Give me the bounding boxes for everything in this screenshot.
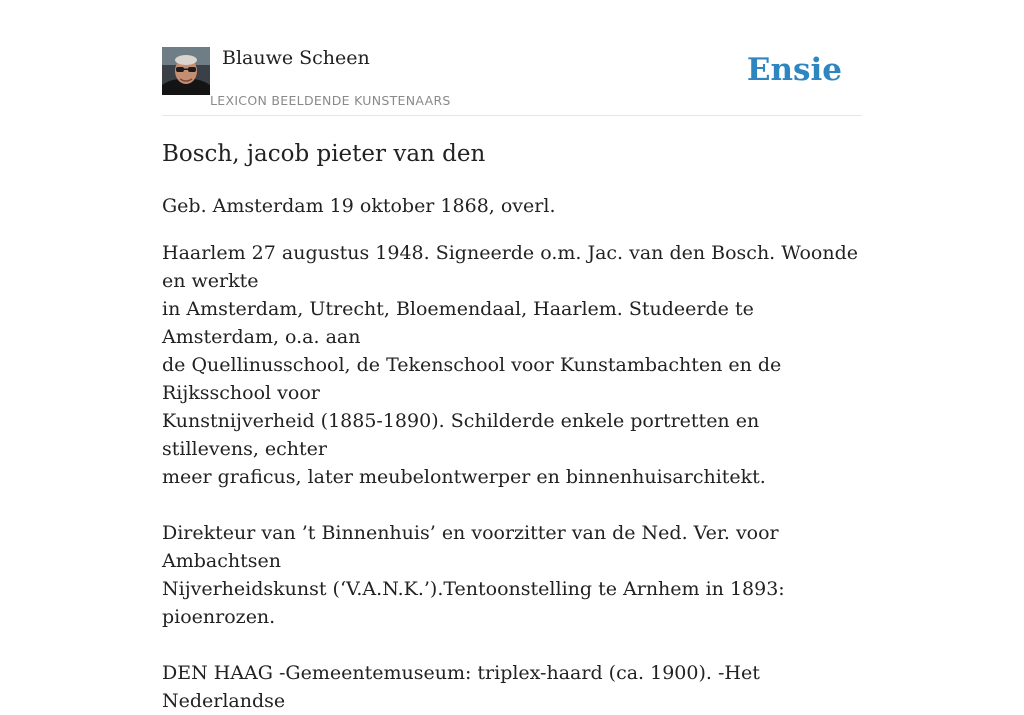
header-divider: [162, 115, 862, 116]
article-title: Bosch, jacob pieter van den: [162, 141, 486, 167]
article-paragraph: Direkteur van ’t Binnenhuis’ en voorzitter van de Ned. Ver. voor Ambachtsen Nijverheidskunst (‘V.A.N.K.’).Tentoonstelling te Arnhem in 1893: pioenrozen.: [162, 522, 785, 628]
ensie-logo[interactable]: Ensie: [746, 52, 842, 88]
article-body: [162, 192, 862, 715]
author-avatar[interactable]: [162, 47, 210, 95]
article-paragraph: DEN HAAG -Gemeentemuseum: triplex-haard (ca. 1900). -Het Nederlandse: [162, 662, 760, 712]
publication-label[interactable]: LEXICON BEELDENDE KUNSTENAARS: [210, 93, 451, 108]
avatar-photo-icon: [162, 47, 210, 95]
article-paragraph: Haarlem 27 augustus 1948. Signeerde o.m. Jac. van den Bosch. Woonde en werkte in Amsterdam, Utrecht, Bloemendaal, Haarlem. Studeerde te Amsterdam, o.a. aan de Quellinusschool, de Tekenschool voor Kunstambachten en de Rijksschool voor Kunstnijverheid (1885-1890). Schilderde enkele portretten en stillevens, echter meer graficus, later meubelontwerper en binnenhuisarchitekt.: [162, 242, 859, 488]
author-name[interactable]: Blauwe Scheen: [222, 47, 370, 69]
article-intro: Geb. Amsterdam 19 oktober 1868, overl.: [162, 195, 556, 217]
